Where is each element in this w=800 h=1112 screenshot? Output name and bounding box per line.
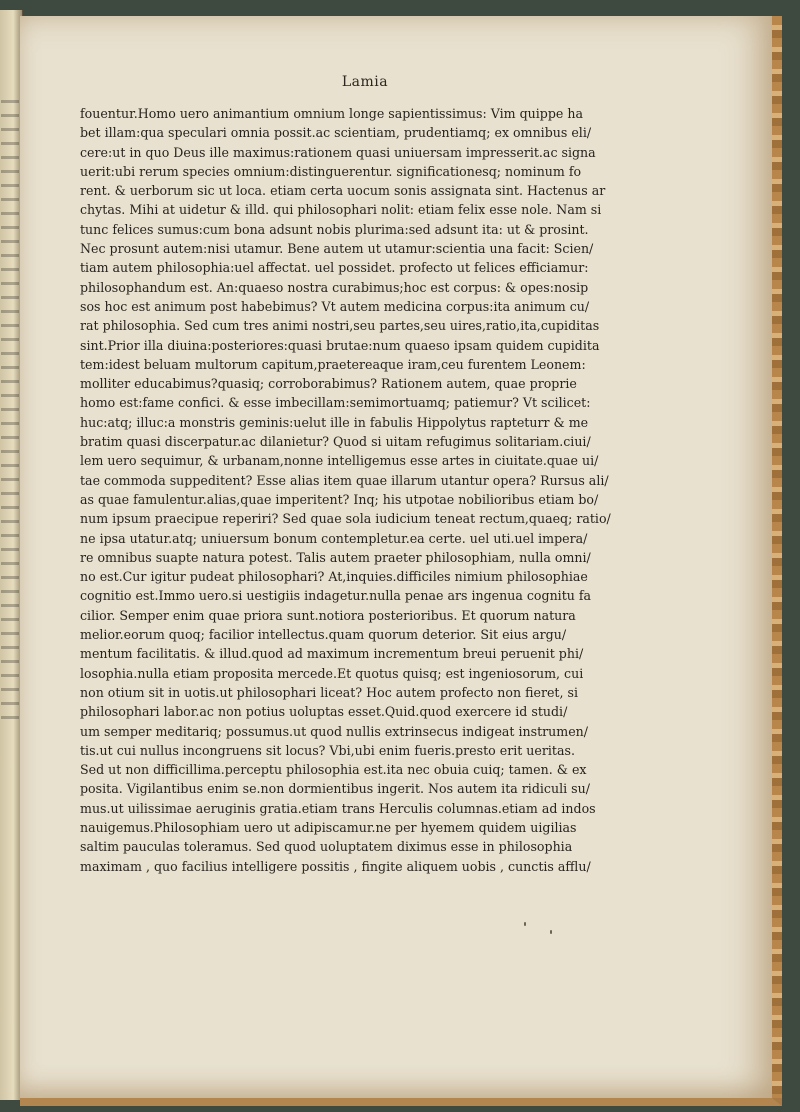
text-line: re omnibus suapte natura potest. Talis autem praeter philosophiam, nulla omni/ — [80, 549, 591, 565]
text-line: bratim quasi discerpatur.ac dilanietur? Quod si uitam refugimus solitariam.ciui/ — [80, 434, 591, 450]
text-line: maximam , quo facilius intelligere possitis , fingite aliquem uobis , cunctis afflu/ — [80, 858, 591, 874]
facing-page-text-fragment — [1, 100, 19, 720]
text-line: fouentur.Homo uero animantium omnium longe sapientissimus: Vim quippe ha — [80, 106, 583, 121]
text-line: ne ipsa utatur.atq; uniuersum bonum contempletur.ea certe. uel uti.uel impera/ — [80, 530, 588, 546]
text-line: Nec prosunt autem:nisi utamur. Bene autem ut utamur:scientia una facit: Scien/ — [80, 241, 594, 257]
text-line: rat philosophia. Sed cum tres animi nostri,seu partes,seu uires,ratio,ita,cupiditas — [80, 318, 600, 334]
text-line: posita. Vigilantibus enim se.non dormientibus ingerit. Nos autem ita ridiculi su/ — [80, 781, 590, 797]
page-fore-edge — [772, 16, 782, 1098]
running-head: Lamia — [341, 74, 389, 90]
book-page — [20, 16, 782, 1106]
text-line: cere:ut in quo Deus ille maximus:rationem quasi uniuersam impresserit.ac signa — [80, 144, 596, 160]
text-line: huc:atq; illuc:a monstris geminis:uelut ille in fabulis Hippolytus rapteturr & me — [80, 414, 589, 430]
text-line: tiam autem philosophia:uel affectat. uel possidet. profecto ut felices efficiamur: — [80, 260, 589, 276]
text-line: as quae famulentur.alias,quae imperitent? Inq; his utpotae nobilioribus etiam bo/ — [80, 491, 599, 507]
text-line: tis.ut cui nullus incongruens sit locus? Vbi,ubi enim fueris.presto erit ueritas. — [80, 742, 575, 758]
text-line: tem:idest beluam multorum capitum,praetereaque iram,ceu furentem Leonem: — [80, 356, 586, 372]
text-line: saltim pauculas toleramus. Sed quod uoluptatem diximus esse in philosophia — [80, 839, 573, 855]
text-line: molliter educabimus?quasiq; corroborabimus? Rationem autem, quae proprie — [80, 376, 577, 392]
text-line: philosophari labor.ac non potius uoluptas esset.Quid.quod exercere id studi/ — [80, 704, 568, 720]
text-line: melior.eorum quoq; facilior intellectus.quam quorum deterior. Sit eius argu/ — [80, 627, 567, 643]
text-line: tae commoda suppeditent? Esse alias item quae illarum utantur opera? Rursus ali/ — [80, 472, 609, 488]
text-line: cilior. Semper enim quae priora sunt.notiora posterioribus. Et quorum natura — [80, 607, 576, 623]
text-line: homo est:fame confici. & esse imbecillam:semimortuamq; patiemur? Vt scilicet: — [80, 395, 591, 411]
text-line: sos hoc est animum post habebimus? Vt autem medicina corpus:ita animum cu/ — [80, 298, 590, 314]
text-line: philosophandum est. An:quaeso nostra curabimus;hoc est corpus: & opes:nosip — [80, 279, 589, 295]
text-line: lem uero sequimur, & urbanam,nonne intelligemus esse artes in ciuitate.quae ui/ — [80, 453, 599, 469]
text-line: tunc felices sumus:cum bona adsunt nobis plurima:sed adsunt ita: ut & prosint. — [80, 221, 589, 237]
text-line: bet illam:qua speculari omnia possit.ac scientiam, prudentiamq; ex omnibus eli/ — [80, 125, 592, 141]
text-line: non otium sit in uotis.ut philosophari liceat? Hoc autem profecto non fieret, si — [80, 684, 578, 700]
text-line: Sed ut non difficillima.perceptu philosophia est.ita nec obuia cuiq; tamen. & ex — [80, 762, 587, 778]
text-line: no est.Cur igitur pudeat philosophari? At,inquies.difficiles nimium philosophiae — [80, 569, 588, 585]
text-line: losophia.nulla etiam proposita mercede.Et quotus quisq; est ingeniosorum, cui — [80, 665, 584, 681]
text-line: chytas. Mihi at uidetur & illd. qui philosophari nolit: etiam felix esse nole. Nam si — [80, 202, 602, 218]
text-block — [80, 104, 680, 876]
text-line: uerit:ubi rerum species omnium:distinguerentur. significationesq; nominum fo — [80, 163, 582, 179]
text-line: um semper meditariq; possumus.ut quod nullis extrinsecus indigeat instrumen/ — [80, 723, 589, 739]
text-line: nauigemus.Philosophiam uero ut adipiscamur.ne per hyemem quidem uigilias — [80, 819, 577, 835]
text-line: cognitio est.Immo uero.si uestigiis indagetur.nulla penae ars ingenua cognitu fa — [80, 588, 592, 604]
text-line: mentum facilitatis. & illud.quod ad maximum incrementum breui peruenit phi/ — [80, 646, 584, 662]
text-line: num ipsum praecipue reperiri? Sed quae sola iudicium teneat rectum,quaeq; ratio/ — [80, 511, 611, 527]
text-line: mus.ut uilissimae aeruginis gratia.etiam trans Herculis columnas.etiam ad indos — [80, 800, 596, 816]
text-line: rent. & uerborum sic ut loca. etiam certa uocum sonis assignata sint. Hactenus ar — [80, 183, 606, 199]
text-line: sint.Prior illa diuina:posteriores:quasi brutae:num quaeso ipsam quidem cupidita — [80, 337, 600, 353]
ink-specks — [520, 916, 560, 936]
